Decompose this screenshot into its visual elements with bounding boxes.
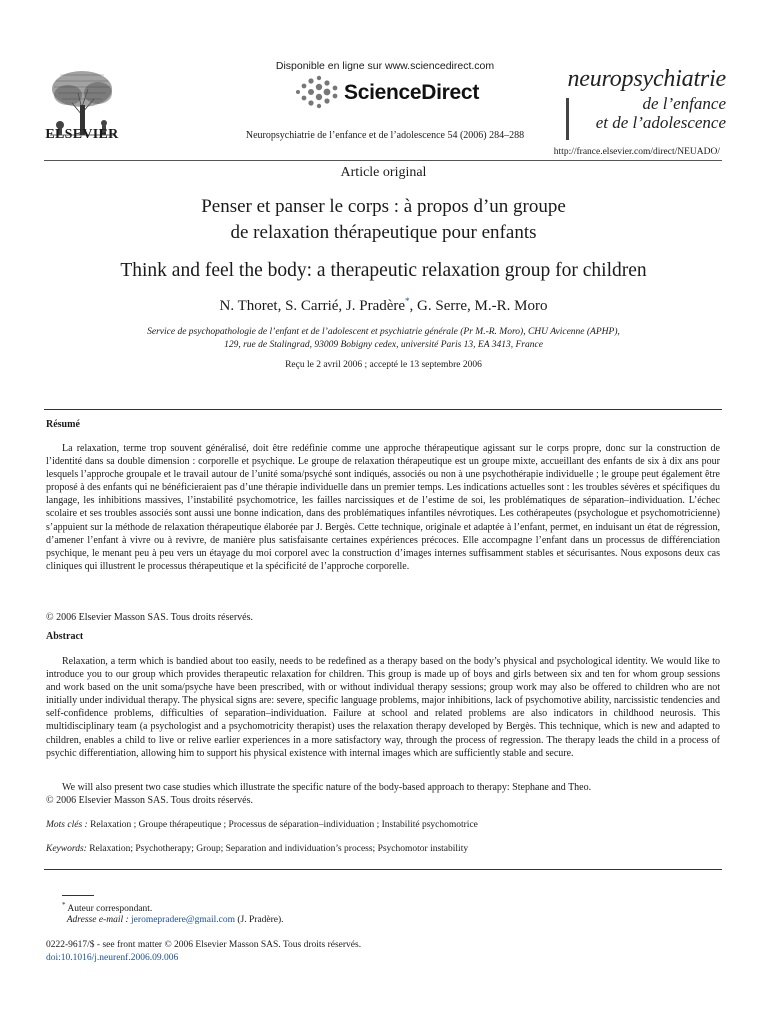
title-english: Think and feel the body: a therapeutic relaxation group for children bbox=[120, 260, 647, 281]
abstract-text bbox=[46, 655, 720, 760]
received-dates: Reçu le 2 avril 2006 ; accepté le 13 septembre 2006 bbox=[285, 360, 482, 370]
footnote-email bbox=[62, 915, 284, 925]
keywords-english-values: Relaxation; Psychotherapy; Group; Separation and individuation’s process; Psychomotor instability bbox=[89, 844, 469, 854]
affiliation bbox=[90, 326, 677, 352]
authors-part2: , G. Serre, M.-R. Moro bbox=[409, 298, 548, 314]
title-french-line2: de relaxation thérapeutique pour enfants bbox=[230, 222, 537, 243]
article-type: Article original bbox=[340, 165, 427, 180]
title-french-line1: Penser et panser le corps : à propos d’un groupe bbox=[201, 196, 566, 217]
journal-url-link[interactable]: http://france.elsevier.com/direct/NEUADO/ bbox=[553, 147, 720, 157]
publisher-wordmark: ELSEVIER bbox=[45, 127, 119, 142]
email-owner: (J. Pradère). bbox=[237, 915, 284, 925]
abstract-text-2 bbox=[46, 781, 720, 794]
journal-logo bbox=[564, 68, 726, 140]
footnote-mark: * bbox=[62, 901, 66, 909]
journal-logo-line2: de l’enfance bbox=[642, 94, 726, 113]
keywords-english bbox=[46, 844, 720, 854]
affiliation-line1: Service de psychopathologie de l’enfant et de l’adolescent et psychiatrie générale (Pr M.-R. Moro), CHU Avicenne (APHP), bbox=[147, 327, 620, 337]
keywords-english-label: Keywords: bbox=[46, 844, 87, 854]
resume-body: La relaxation, terme trop souvent généralisé, doit être redéfinie comme une approche thérapeutique agissant sur le corps propre, donc sur la construction de l’identité dans sa double dimension : corporelle et psychique. Le groupe de relaxation thérapeutique est un groupe mixte, accueillant des enfants de six à dix ans pour lesquels l’approche groupale et le travail autour de l’unité soma/psyché sont indiqués, associés ou non à une psychothérapie individuelle ; le groupe peut également être proposé à des enfants qui ne bénéficieraient pas d’une thérapie individuelle dans un premier temps. Les indications actuelles sont : les troubles sévères et spécifiques du langage, les inhibitions massives, l’instabilité psychomotrice, les failles narcissiques et de l’estime de soi, les problématiques de séparation–individuation. L’échec scolaire et ses troubles associés sont aussi une bonne indication, dans des problématiques infantiles névrotiques. Les cothérapeutes (psychologue et psychomotricienne) s’appuient sur la méthode de relaxation thérapeutique élaborée par J. Bergès. Cette technique, originale et adaptée à l’enfant, permet, en induisant un état de régression, d’amener l’enfant à vivre ou à revivre, de manière plus satisfaisante certaines expériences précoces. Elle accompagne l’enfant dans un processus de différenciation psychique, le menant peu à peu vers un étayage du moi corporel avec la construction d’images internes suffisamment stables et sécurisantes. Nous exposons deux cas cliniques qui illustrent le processus thérapeutique et la spécificité de l’approche corporelle. bbox=[46, 443, 720, 572]
abstract-body: Relaxation, a term which is bandied about too easily, needs to be redefined as a therapy based on the body’s physical and psychological identity. We would like to introduce you to our group which provides therapeutic relaxation for children. This group is made up of boys and girls between six and ten for whom group sessions and work based on the unit soma/psyche have been prescribed, with or without individual therapy sessions; group work may also be offered to children who are not initially under individual therapy. The physical signs are: severe, specific language problems, major inhibitions, lack of psychomotive ability, narcissistic tendencies and self-confidence problems, difficulties of separation–individuation. Failure at school and related problems are also indicators in childhood neurosis. This multidisciplinary team (a psychologist and a psychomotricity therapist) uses the relaxation therapy developed by Bergès. This technique, which is new and adapted to children, enables a child to live or relive earlier experiences in a more satisfactory way, through the process of regression. The therapy leads the child in a process of psychic differentiation, allowing him to support his physical existence with internal images which are sufficiently stable and secure. bbox=[46, 656, 720, 759]
journal-logo-line3: et de l’adolescence bbox=[595, 113, 726, 132]
sciencedirect-wordmark: ScienceDirect bbox=[344, 81, 480, 104]
resume-heading: Résumé bbox=[46, 419, 80, 430]
keywords-french-values: Relaxation ; Groupe thérapeutique ; Processus de séparation–individuation ; Instabilité psychomotrice bbox=[90, 820, 478, 830]
resume-text bbox=[46, 442, 720, 573]
journal-logo-rule bbox=[566, 98, 569, 140]
availability-line: Disponible en ligne sur www.sciencedirect.com bbox=[275, 60, 495, 72]
sciencedirect-logo bbox=[290, 74, 490, 110]
corresponding-author-mark[interactable]: * bbox=[405, 296, 410, 306]
email-link[interactable]: jeromepradere@gmail.com bbox=[131, 915, 236, 925]
issn-line: 0222-9617/$ - see front matter © 2006 Elsevier Masson SAS. Tous droits réservés. bbox=[46, 940, 362, 950]
title-french bbox=[80, 194, 687, 246]
abstract-copyright: © 2006 Elsevier Masson SAS. Tous droits réservés. bbox=[46, 795, 253, 806]
abstract-bottom-divider bbox=[44, 869, 722, 870]
footnote-corresponding bbox=[62, 901, 152, 914]
email-label: Adresse e-mail : bbox=[66, 915, 129, 925]
footnote-corresponding-text: Auteur correspondant. bbox=[67, 904, 153, 915]
keywords-french bbox=[46, 820, 720, 830]
keywords-french-label: Mots clés : bbox=[46, 820, 88, 830]
journal-logo-line1: neuropsychiatrie bbox=[567, 66, 726, 92]
header-divider bbox=[44, 160, 722, 161]
abstract-body-2: We will also present two case studies which illustrate the specific nature of the body-based approach to therapy: Stephane and Theo. bbox=[62, 782, 592, 793]
abstract-top-divider bbox=[44, 409, 722, 410]
authors-part1: N. Thoret, S. Carrié, J. Pradère bbox=[219, 298, 406, 314]
doi-link[interactable]: doi:10.1016/j.neurenf.2006.09.006 bbox=[46, 953, 179, 963]
footnote-divider bbox=[62, 895, 94, 896]
abstract-heading: Abstract bbox=[46, 631, 84, 642]
author-list bbox=[60, 296, 707, 315]
affiliation-line2: 129, rue de Stalingrad, 93009 Bobigny cedex, université Paris 13, EA 3413, France bbox=[224, 340, 543, 350]
journal-citation: Neuropsychiatrie de l’enfance et de l’adolescence 54 (2006) 284–288 bbox=[245, 130, 525, 141]
sciencedirect-dots-icon bbox=[290, 74, 346, 110]
resume-copyright: © 2006 Elsevier Masson SAS. Tous droits réservés. bbox=[46, 612, 253, 623]
